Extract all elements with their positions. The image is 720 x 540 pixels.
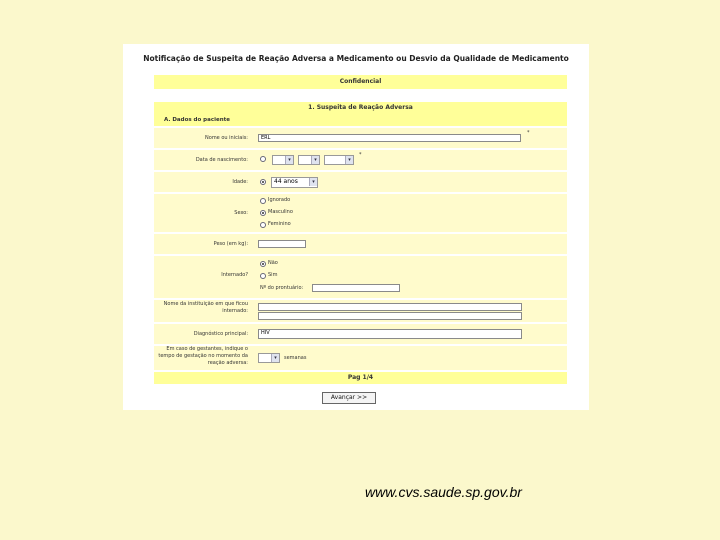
sexo-option-feminino: Feminino: [268, 221, 291, 227]
row-nascimento: [154, 150, 567, 170]
internado-option-nao: Não: [268, 260, 278, 266]
internado-option-sim: Sim: [268, 272, 278, 278]
diagnostico-input[interactable]: HIV: [258, 329, 522, 339]
instituicao-input-1[interactable]: [258, 303, 522, 311]
page-indicator: Pag 1/4: [154, 372, 567, 384]
form-title: Notificação de Suspeita de Reação Adversa a Medicamento ou Desvio da Qualidade de Medicamento: [143, 54, 569, 63]
day-select[interactable]: [272, 155, 294, 165]
footer-url: www.cvs.saude.sp.gov.br: [365, 484, 522, 500]
section-subtitle: A. Dados do paciente: [154, 114, 567, 126]
sexo-option-ignorado: Ignorado: [268, 197, 291, 203]
nascimento-radio[interactable]: [260, 156, 266, 162]
peso-label: Peso (em kg):: [213, 241, 248, 247]
chevron-down-icon: ▾: [309, 178, 317, 186]
row-instituicao: [154, 300, 567, 322]
row-sexo: [154, 194, 567, 232]
prontuario-input[interactable]: [312, 284, 400, 292]
idade-radio[interactable]: [260, 179, 266, 185]
nascimento-required-mark: *: [359, 152, 362, 158]
row-internado: [154, 256, 567, 298]
year-select[interactable]: [324, 155, 354, 165]
idade-select[interactable]: [271, 177, 318, 188]
sexo-radio-masculino[interactable]: [260, 210, 266, 216]
confidential-banner: Confidencial: [154, 75, 567, 89]
chevron-down-icon: ▾: [285, 156, 293, 164]
sexo-option-masculino: Masculino: [268, 209, 293, 215]
chevron-down-icon: ▾: [345, 156, 353, 164]
internado-radio-sim[interactable]: [260, 273, 266, 279]
section-title: 1. Suspeita de Reação Adversa: [154, 102, 567, 114]
gestacao-label: Em caso de gestantes, indique o tempo de gestação no momento da reação adversa:: [158, 346, 248, 366]
sexo-radio-ignorado[interactable]: [260, 198, 266, 204]
instituicao-label: Nome da instituição em que ficou internado:: [163, 301, 248, 314]
sexo-label: Sexo:: [234, 210, 248, 216]
next-button[interactable]: Avançar >>: [322, 392, 376, 404]
row-peso: [154, 234, 567, 254]
gestacao-select[interactable]: [258, 353, 280, 363]
peso-input[interactable]: [258, 240, 306, 248]
internado-radio-nao[interactable]: [260, 261, 266, 267]
row-nome: [154, 128, 567, 148]
nome-label: Nome ou iniciais:: [205, 135, 248, 141]
chevron-down-icon: ▾: [311, 156, 319, 164]
nome-input[interactable]: ERL: [258, 134, 521, 142]
nascimento-label: Data de nascimento:: [195, 157, 248, 163]
instituicao-input-2[interactable]: [258, 312, 522, 320]
gestacao-unit: semanas: [284, 355, 307, 361]
idade-value: 44 anos: [274, 178, 298, 185]
month-select[interactable]: [298, 155, 320, 165]
nome-required-mark: *: [527, 130, 530, 136]
internado-label: Internado?: [221, 272, 248, 278]
sexo-radio-feminino[interactable]: [260, 222, 266, 228]
prontuario-label: Nº do prontuário:: [260, 285, 304, 291]
row-idade: [154, 172, 567, 192]
diagnostico-label: Diagnóstico principal:: [193, 331, 248, 337]
idade-label: Idade:: [232, 179, 248, 185]
form-panel: [123, 44, 589, 410]
chevron-down-icon: ▾: [271, 354, 279, 362]
row-diagnostico: [154, 324, 567, 344]
row-gestacao: [154, 346, 567, 370]
